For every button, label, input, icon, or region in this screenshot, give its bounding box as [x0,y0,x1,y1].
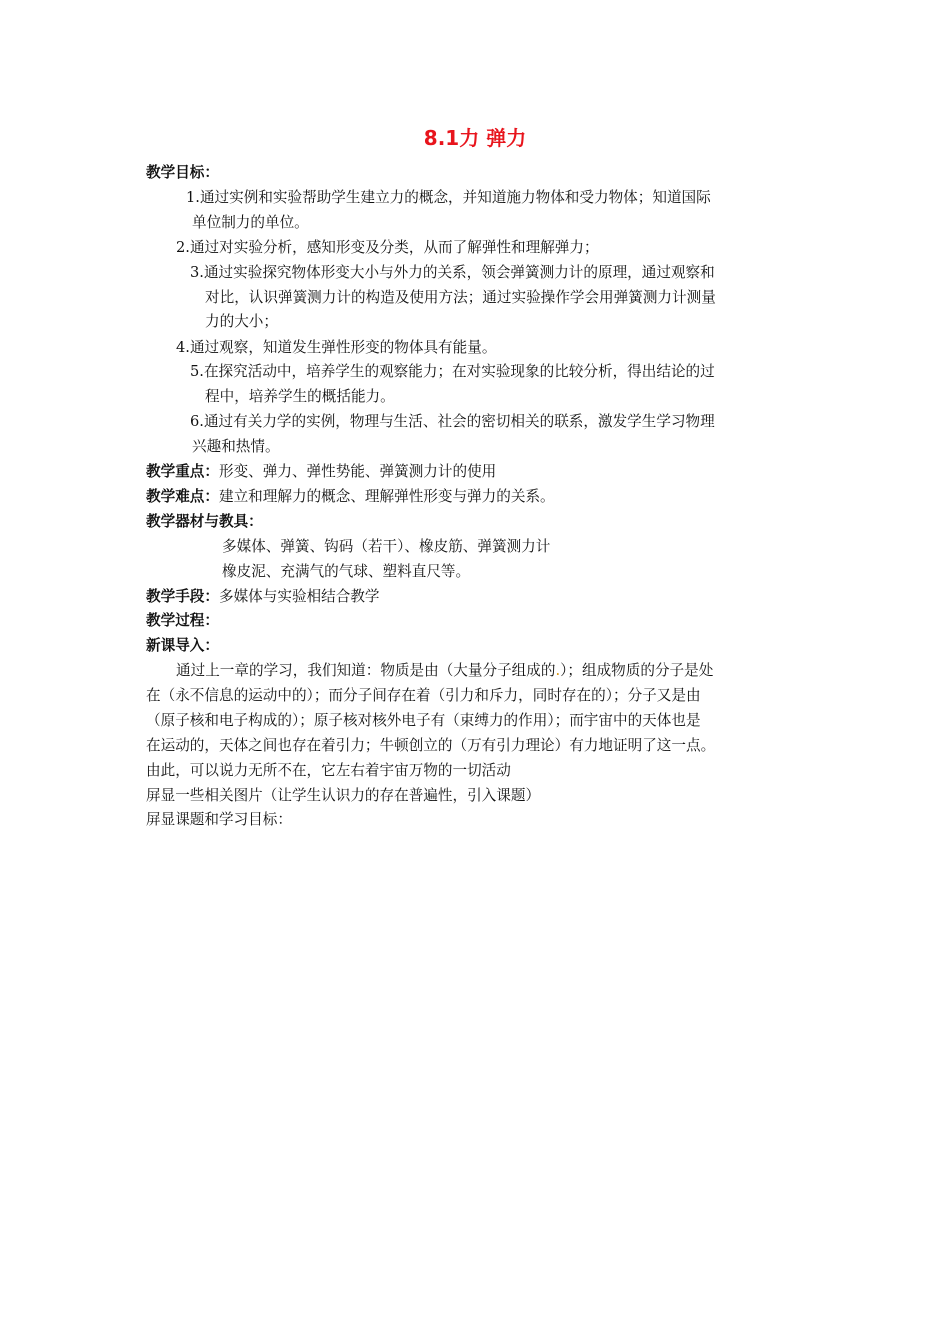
key-points-text: 形变、弹力、弹性势能、弹簧测力计的使用 [218,463,497,480]
objective-number: 4. [176,339,190,356]
objective-text: 通过观察，知道发生弹性形变的物体具有能量。 [189,339,497,356]
intro-dot: . [555,662,561,679]
objective-item-6 [190,412,715,432]
objective-number: 3. [190,264,204,281]
objective-item-5-cont: 程中，培养学生的概括能力。 [205,388,395,405]
objective-number: 6. [190,413,204,430]
objective-item-1-cont: 单位制力的单位。 [192,214,309,231]
objective-number: 2. [176,239,190,256]
intro-paragraph-line: 屏显一些相关图片（让学生认识力的存在普遍性，引入课题） [146,787,541,804]
teaching-means-label: 教学手段： [146,588,219,605]
process-heading: 教学过程： [146,612,219,629]
difficulties-label: 教学难点： [146,488,219,505]
intro-paragraph-line: 由此，可以说力无所不在，它左右着宇宙万物的一切活动 [146,762,511,779]
objective-item-4 [176,338,496,358]
objective-number: 1. [186,189,200,206]
intro-text: 通过上一章的学习，我们知道：物质是由（大量分子组成的 [176,662,556,679]
intro-paragraph-line: 在（永不信息的运动中的）；而分子间存在着（引力和斥力，同时存在的）；分子又是由 [146,687,701,704]
key-points-label: 教学重点： [146,463,219,480]
objective-item-5 [190,362,715,382]
objective-text: 通过实例和实验帮助学生建立力的概念，并知道施力物体和受力物体；知道国际 [199,189,711,206]
difficulties [146,487,555,507]
objective-item-1 [186,188,711,208]
intro-paragraph-line [176,661,713,681]
objective-text: 通过实验探究物体形变大小与外力的关系，领会弹簧测力计的原理，通过观察和 [203,264,715,281]
objective-text: 在探究活动中，培养学生的观察能力；在对实验现象的比较分析，得出结论的过 [203,363,715,380]
difficulties-text: 建立和理解力的概念、理解弹性形变与弹力的关系。 [218,488,555,505]
materials-heading: 教学器材与教具： [146,513,263,530]
objective-text: 通过有关力学的实例，物理与生活、社会的密切相关的联系，激发学生学习物理 [203,413,715,430]
key-points [146,462,496,482]
materials-line: 橡皮泥、充满气的气球、塑料直尺等。 [222,563,471,580]
intro-paragraph-line: （原子核和电子构成的）；原子核对核外电子有（束缚力的作用）；而宇宙中的天体也是 [146,712,701,729]
intro-paragraph-line: 屏显课题和学习目标： [146,811,292,828]
materials-line: 多媒体、弹簧、钩码（若干）、橡皮筋、弹簧测力计 [222,538,551,555]
objective-number: 5. [190,363,204,380]
objective-item-2 [176,238,599,258]
teaching-means [146,587,380,607]
objective-item-3-cont: 力的大小； [205,313,278,330]
intro-paragraph-line: 在运动的，天体之间也存在着引力；牛顿创立的（万有引力理论）有力地证明了这一点。 [146,737,716,754]
teaching-means-text: 多媒体与实验相结合教学 [218,588,380,605]
intro-heading: 新课导入： [146,637,219,654]
objective-item-3-cont: 对比，认识弹簧测力计的构造及使用方法；通过实验操作学会用弹簧测力计测量 [205,289,716,306]
objective-item-3 [190,263,715,283]
objective-text: 通过对实验分析，感知形变及分类，从而了解弹性和理解弹力； [189,239,599,256]
intro-text: ）；组成物质的分子是处 [560,662,714,679]
objective-item-6-cont: 兴趣和热情。 [192,438,280,455]
document-title: 8.1力 弹力 [423,126,527,150]
objectives-heading: 教学目标： [146,164,219,181]
